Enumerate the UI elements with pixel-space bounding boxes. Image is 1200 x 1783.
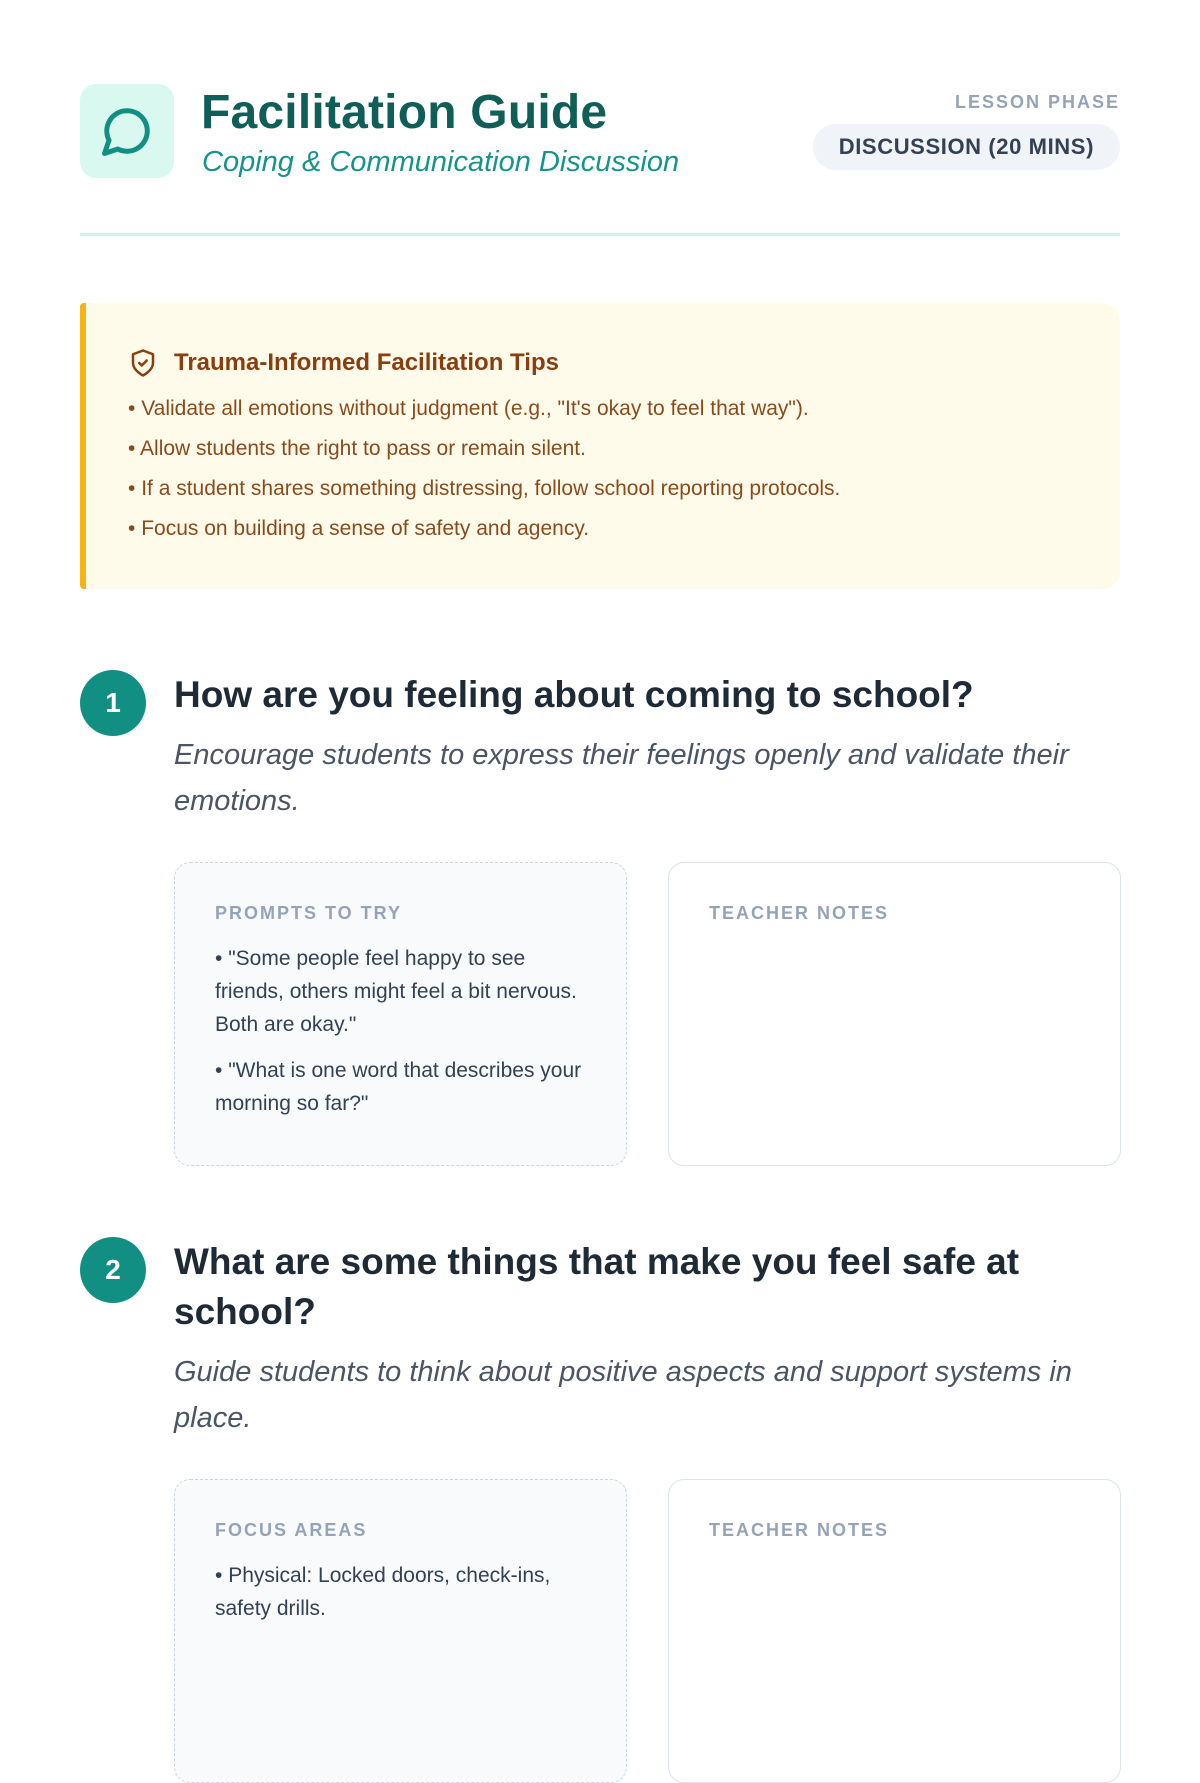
prompt-text: "Some people feel happy to see friends, others might feel a bit nervous. Both are okay." <box>215 947 577 1036</box>
question-body <box>174 1237 1120 1783</box>
header <box>80 84 1120 194</box>
teacher-notes-card[interactable] <box>668 862 1121 1166</box>
prompt-item: • "Some people feel happy to see friends, others might feel a bit nervous. Both are okay." <box>215 947 577 1036</box>
prompts-card <box>174 862 627 1166</box>
page-title: Facilitation Guide <box>201 86 608 139</box>
question-title: What are some things that make you feel safe at school? <box>174 1241 1020 1332</box>
prompt-text: "What is one word that describes your morning so far?" <box>215 1059 582 1115</box>
question-description: Encourage students to express their feelings openly and validate their emotions. <box>174 739 1069 817</box>
focus-area-item: • Physical: Locked doors, check-ins, safety drills. <box>215 1564 551 1620</box>
tip-text: Allow students the right to pass or remain silent. <box>140 437 586 460</box>
lesson-phase-badge: DISCUSSION (20 MINS) <box>813 124 1120 170</box>
facilitation-tips-box <box>80 303 1120 589</box>
question-number-badge: 2 <box>80 1237 146 1303</box>
tips-heading <box>128 347 1080 379</box>
tip-item: • Allow students the right to pass or remain silent. <box>128 437 586 460</box>
tip-text: Focus on building a sense of safety and agency. <box>141 517 590 540</box>
focus-areas-label: FOCUS AREAS <box>215 1520 368 1540</box>
question-body <box>174 670 1120 1166</box>
focus-areas-card <box>174 1479 627 1783</box>
prompts-label: PROMPTS TO TRY <box>215 903 403 923</box>
question-number-badge: 1 <box>80 670 146 736</box>
page-subtitle: Coping & Communication Discussion <box>202 146 680 178</box>
question-title: How are you feeling about coming to school? <box>174 674 974 715</box>
teacher-notes-label: TEACHER NOTES <box>709 903 890 923</box>
tip-item: • Validate all emotions without judgment (e.g., "It's okay to feel that way"). <box>128 397 809 420</box>
tip-item: • Focus on building a sense of safety and agency. <box>128 517 590 540</box>
focus-area-text: Physical: Locked doors, check-ins, safety drills. <box>215 1564 551 1620</box>
tip-text: Validate all emotions without judgment (e.g., "It's okay to feel that way"). <box>141 397 809 420</box>
question-cards <box>174 1479 1120 1783</box>
question-cards <box>174 862 1120 1166</box>
logo-tile <box>80 84 174 178</box>
tip-text: If a student shares something distressing, follow school reporting protocols. <box>141 477 841 500</box>
teacher-notes-card[interactable] <box>668 1479 1121 1783</box>
prompts-list <box>215 942 586 1120</box>
prompt-item: • "What is one word that describes your morning so far?" <box>215 1059 582 1115</box>
tip-item: • If a student shares something distressing, follow school reporting protocols. <box>128 477 841 500</box>
lesson-phase-label: LESSON PHASE <box>954 92 1120 112</box>
chat-bubble-icon <box>100 104 154 158</box>
header-divider <box>80 233 1120 236</box>
question-description: Guide students to think about positive aspects and support systems in place. <box>174 1356 1072 1434</box>
tips-title: Trauma-Informed Facilitation Tips <box>174 349 559 376</box>
shield-check-icon <box>128 348 158 378</box>
teacher-notes-label: TEACHER NOTES <box>709 1520 890 1540</box>
focus-areas-list <box>215 1559 586 1625</box>
tips-list <box>128 389 1080 549</box>
